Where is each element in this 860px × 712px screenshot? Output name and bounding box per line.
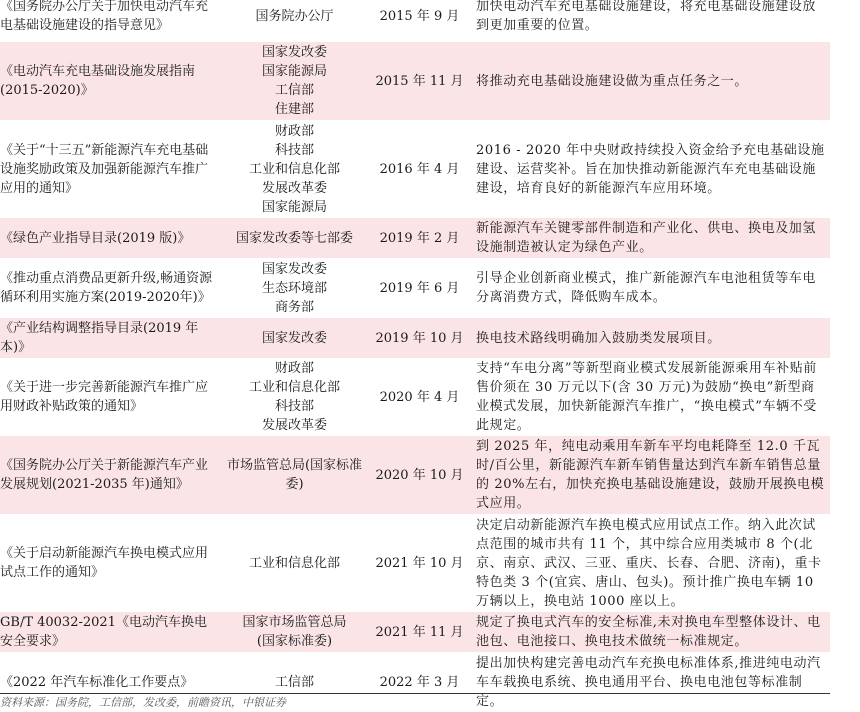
issue-date: 2019 年 6 月: [379, 280, 460, 296]
table-row: [0, 120, 830, 218]
date-cell: [367, 436, 472, 514]
issuer-cell: [222, 218, 367, 258]
policy-content: 新能源汽车关键零部件制造和产业化、供电、换电及加氢设施制造被认定为绿色产业。: [476, 221, 817, 255]
policy-name: 《推动重点消费品更新升级,畅通资源循环利用实施方案(2019-2020年)》: [0, 271, 213, 305]
policy-name: 《2022 年汽车标准化工作要点》: [0, 674, 194, 690]
policy-name-cell: [0, 612, 222, 652]
policy-content: 加快电动汽车充电基础设施建设，将充电基础设施建设放到更加重要的位置。: [476, 0, 817, 33]
table-row: [0, 218, 830, 258]
issue-date: 2016 年 4 月: [379, 161, 460, 177]
source-note: 资料来源：国务院，工信部，发改委，前瞻资讯，中银证券: [0, 696, 286, 709]
issuer-name: 国家能源局: [261, 64, 327, 79]
issuer-name: 工信部: [274, 674, 314, 690]
policy-content: 规定了换电式汽车的安全标准,未对换电车型整体设计、电池包、电池接口、换电技术做统一标准规定。: [476, 615, 821, 649]
policy-content: 引导企业创新商业模式，推广新能源汽车电池租赁等车电分离消费方式，降低购车成本。: [476, 271, 817, 305]
policy-name-cell: [0, 42, 222, 120]
issuer-name: 国家发改委: [261, 45, 327, 60]
policy-content: 到 2025 年，纯电动乘用车新车平均电耗降至 12.0 千瓦时/百公里，新能源汽车新车销售量达到汽车新车销售总量的 20%左右，加快充换电基础设施建设，鼓励开展换电模式应用。: [476, 439, 825, 511]
issue-date: 2015 年 9 月: [379, 8, 460, 24]
policy-name: 《电动汽车充电基础设施发展指南(2015-2020)》: [0, 64, 196, 98]
issue-date: 2020 年 10 月: [375, 467, 464, 483]
policy-content: 提出加快构建完善电动汽车充换电标准体系,推进纯电动汽车车载换电系统、换电通用平台、换电电池包等标准制定。: [476, 655, 821, 709]
policy-name-cell: [0, 514, 222, 612]
policy-name-cell: [0, 258, 222, 318]
issuer-name: 科技部: [274, 399, 314, 414]
date-cell: [367, 318, 472, 358]
policy-name: 《绿色产业指导目录(2019 版)》: [0, 230, 191, 246]
issuer-name: 发展改革委: [261, 180, 327, 196]
policy-content: 将推动充电基础设施建设做为重点任务之一。: [476, 73, 749, 89]
date-cell: [367, 120, 472, 218]
issue-date: 2021 年 11 月: [375, 624, 464, 640]
policy-name: 《国务院办公厅关于新能源汽车产业发展规划(2021-2035 年)通知》: [0, 458, 209, 492]
issuer-name: 国家市场监管总局: [242, 615, 347, 630]
content-cell: [472, 258, 830, 318]
issuer-cell: [222, 358, 367, 436]
table-row: [0, 436, 830, 514]
date-cell: [367, 358, 472, 436]
content-cell: [472, 0, 830, 42]
issuer-name: 发展改革委: [261, 418, 327, 433]
policy-name: 《产业结构调整指导目录(2019 年本)》: [0, 321, 199, 355]
issuer-cell: [222, 436, 367, 514]
issue-date: 2020 年 4 月: [379, 389, 460, 405]
issuer-name: 住建部: [274, 102, 314, 117]
content-cell: [472, 514, 830, 612]
date-cell: [367, 612, 472, 652]
issuer-name: 国务院办公厅: [255, 8, 334, 24]
content-cell: [472, 218, 830, 258]
issuer-name: (国家标准委): [256, 634, 333, 649]
table-row: [0, 514, 830, 612]
content-cell: [472, 436, 830, 514]
issuer-cell: [222, 318, 367, 358]
issuer-name: 财政部: [274, 123, 314, 139]
policy-content: 支持“车电分离”等新型商业模式发展新能源乘用车补贴前售价须在 30 万元以下(含 30 万元)为鼓励“换电”新型商业模式发展，加快新能源汽车推广，“换电模式”车辆不受此规定。: [476, 361, 817, 433]
date-cell: [367, 258, 472, 318]
issuer-cell: [222, 0, 367, 42]
issuer-name: 工业和信息化部: [248, 555, 340, 571]
issuer-name: 国家能源局: [261, 199, 327, 215]
policy-content: 决定启动新能源汽车换电模式应用试点工作。纳入此次试点范围的城市共有 11 个，其中综合应用类城市 8 个(北京、南京、武汉、三亚、重庆、长春、合肥、济南)，重卡特色类 3 个(宜宾、唐山、包头)。预计推广换电车辆 10 万辆以上，换电站 1000 座以上。: [476, 517, 822, 609]
policy-name-cell: [0, 436, 222, 514]
table-row: [0, 0, 830, 42]
table-row: [0, 258, 830, 318]
issuer-name: 工业和信息化部: [248, 161, 340, 177]
issuer-name: 工信部: [274, 83, 314, 98]
issuer-name: 工业和信息化部: [248, 380, 340, 395]
issuer-name: 国家发改委等七部委: [235, 230, 353, 246]
date-cell: [367, 0, 472, 42]
content-cell: [472, 42, 830, 120]
issuer-name: 商务部: [274, 299, 314, 315]
policy-content: 换电技术路线明确加入鼓励类发展项目。: [476, 330, 721, 346]
issue-date: 2015 年 11 月: [375, 73, 464, 89]
date-cell: [367, 218, 472, 258]
policy-name-cell: [0, 218, 222, 258]
table-row: [0, 612, 830, 652]
table-row: [0, 42, 830, 120]
source-divider: [0, 693, 830, 694]
issuer-name: 国家发改委: [261, 330, 327, 346]
issue-date: 2019 年 10 月: [375, 330, 464, 346]
policy-name: 《关于进一步完善新能源汽车推广应用财政补贴政策的通知》: [0, 380, 209, 414]
policy-name: GB/T 40032-2021《电动汽车换电安全要求》: [0, 615, 207, 649]
policy-name: 《国务院办公厅关于加快电动汽车充电基础设施建设的指导意见》: [0, 0, 209, 33]
date-cell: [367, 42, 472, 120]
issuer-name: 生态环境部: [261, 280, 327, 296]
policy-name: 《关于启动新能源汽车换电模式应用试点工作的通知》: [0, 546, 209, 580]
policy-name: 《关于“十三五”新能源汽车充电基础设施奖励政策及加强新能源汽车推广应用的通知》: [0, 142, 209, 196]
policy-content: 2016 - 2020 年中央财政持续投入资金给予充电基础设施建设、运营奖补。旨在加快推动新能源汽车充电基础设施建设，培育良好的新能源汽车应用环境。: [476, 142, 825, 196]
issue-date: 2021 年 10 月: [375, 555, 464, 571]
date-cell: [367, 514, 472, 612]
issue-date: 2019 年 2 月: [379, 230, 460, 246]
content-cell: [472, 358, 830, 436]
issuer-name: 市场监管总局(国家标准委): [226, 458, 363, 492]
table-row: [0, 358, 830, 436]
issuer-cell: [222, 258, 367, 318]
issuer-name: 科技部: [274, 142, 314, 158]
date-cell: [367, 652, 472, 712]
policy-name-cell: [0, 358, 222, 436]
issuer-name: 国家发改委: [261, 261, 327, 277]
issuer-cell: [222, 514, 367, 612]
issue-date: 2022 年 3 月: [379, 674, 460, 690]
issuer-cell: [222, 612, 367, 652]
policy-name-cell: [0, 318, 222, 358]
issuer-cell: [222, 42, 367, 120]
content-cell: [472, 652, 830, 712]
issuer-cell: [222, 120, 367, 218]
content-cell: [472, 612, 830, 652]
issuer-name: 财政部: [274, 361, 314, 376]
policy-name-cell: [0, 120, 222, 218]
content-cell: [472, 120, 830, 218]
table-row: [0, 318, 830, 358]
policy-name-cell: [0, 0, 222, 42]
content-cell: [472, 318, 830, 358]
